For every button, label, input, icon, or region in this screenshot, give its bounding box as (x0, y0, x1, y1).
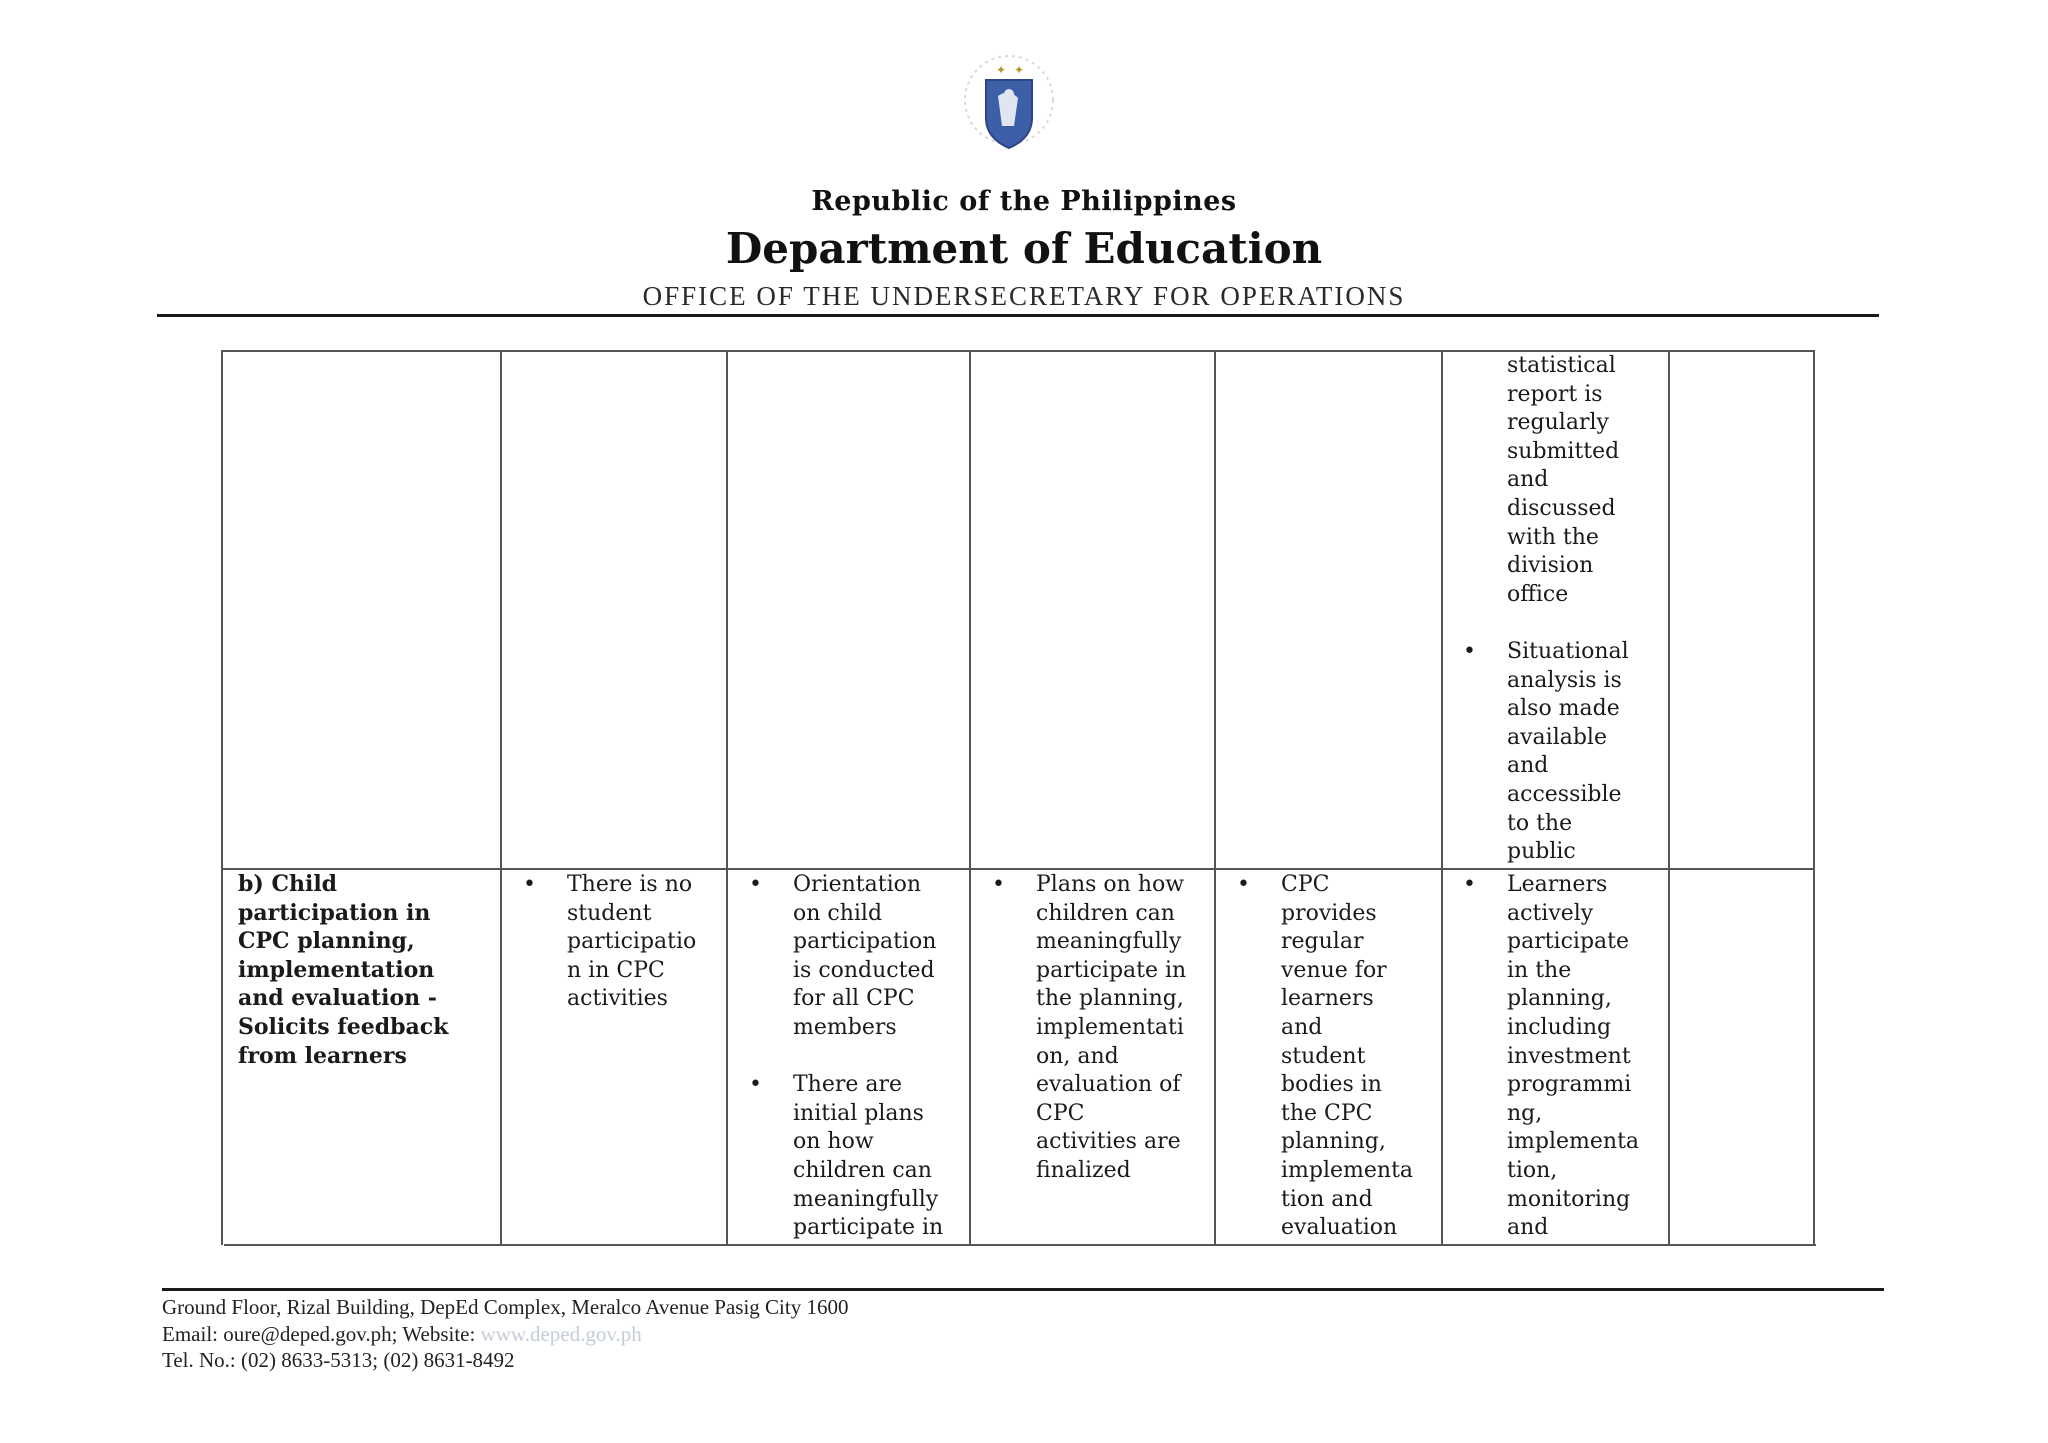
bullet-icon: • (749, 1072, 762, 1098)
table-cell-col5 (1463, 871, 1668, 1243)
list-item-text: There are initial plans on how children can meaningfully participate in (793, 1072, 944, 1241)
footer-rule (162, 1288, 1884, 1291)
list-item-text: CPC provides regular venue for learners and student bodies in the CPC planning, implementa tion and evaluation (1281, 872, 1414, 1241)
office-heading: OFFICE OF THE UNDERSECRETARY FOR OPERATIONS (642, 281, 1406, 311)
list-item-text: There is no student participatio n in CPC activities (567, 872, 697, 1012)
footer-website-link[interactable]: www.deped.gov.ph (480, 1321, 642, 1346)
continued-text: statistical report is regularly submitted and discussed with the division office (1507, 353, 1620, 607)
table-cell-continued (1463, 352, 1678, 867)
bullet-icon: • (992, 872, 1005, 897)
table-cell-col3 (992, 871, 1207, 1186)
list-item-text: Plans on how children can meaningfully participate in the planning, implementati on, and evaluation of CPC activities are finalized (1036, 872, 1187, 1183)
bullet-icon: • (1463, 638, 1476, 664)
footer (162, 1294, 848, 1374)
list-item (1237, 871, 1437, 1243)
table-cell-col2 (749, 871, 959, 1243)
republic-heading: Republic of the Philippines (811, 186, 1237, 217)
bullet-icon: • (523, 872, 536, 897)
svg-text:✦: ✦ (1014, 63, 1025, 77)
list-item (523, 871, 703, 1014)
bullet-icon: • (1463, 872, 1476, 897)
header-rule (157, 314, 1879, 317)
row-indicator: b) Child participation in CPC planning, implementation and evaluation - Solicits feedback from learners (238, 871, 449, 1069)
svg-text:✦: ✦ (996, 63, 1007, 77)
list-item (1463, 871, 1668, 1243)
table-cell-col1 (523, 871, 703, 1014)
footer-tel: Tel. No.: (02) 8633-5313; (02) 8631-8492 (162, 1348, 515, 1372)
bullet-icon: • (1237, 872, 1250, 897)
table-cell-col4 (1237, 871, 1437, 1243)
list-item (992, 871, 1207, 1186)
department-heading: Department of Education (725, 224, 1323, 273)
list-item (749, 871, 959, 1043)
list-item (749, 1071, 959, 1243)
footer-contact (162, 1321, 848, 1348)
list-item-text: Learners actively participate in the planning, including investment programmi ng, implementa tion, monitoring and (1507, 872, 1640, 1241)
footer-email: Email: oure@deped.gov.ph; Website: (162, 1321, 481, 1346)
list-item-text: Situational analysis is also made available and accessible to the public (1507, 638, 1629, 865)
footer-address: Ground Floor, Rizal Building, DepEd Complex, Meralco Avenue Pasig City 1600 (162, 1295, 849, 1319)
list-item-text: Orientation on child participation is conducted for all CPC members (793, 872, 937, 1040)
list-item (1463, 638, 1678, 867)
bullet-icon: • (749, 872, 762, 897)
deped-seal-logo (948, 50, 1070, 160)
